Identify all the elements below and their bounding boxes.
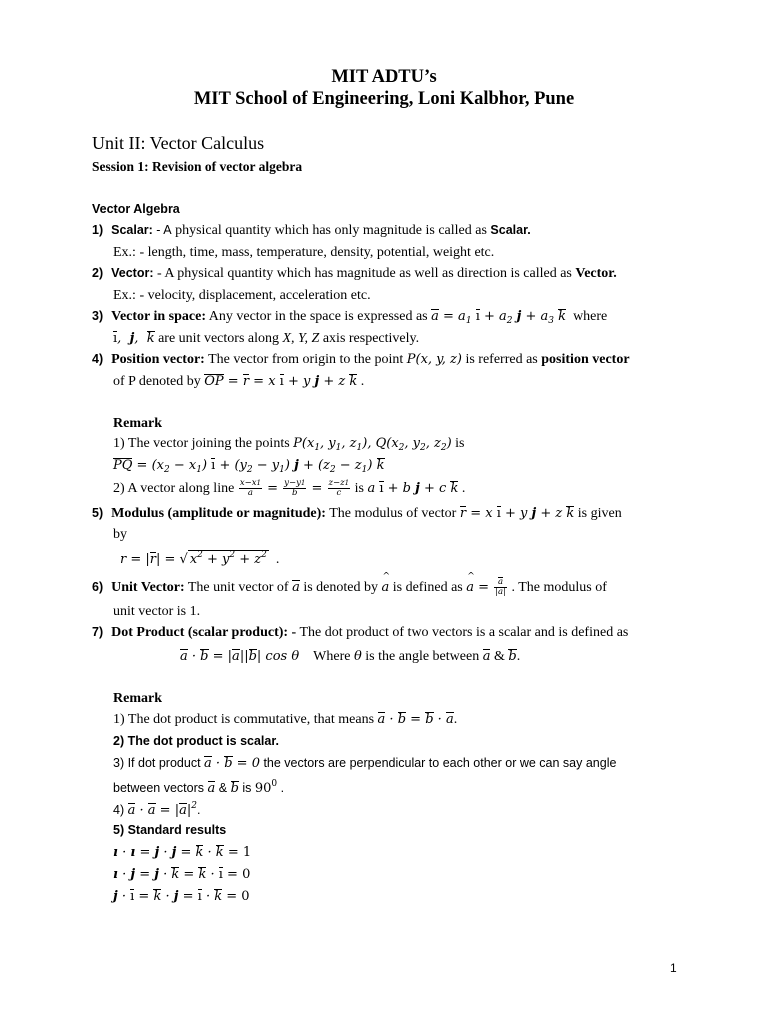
item-scalar: 1) Scalar: - A physical quantity which has only magnitude is called as Scalar. xyxy=(92,223,531,238)
school-title: MIT School of Engineering, Loni Kalbhor, Pune xyxy=(193,89,575,109)
standard-result-3: j · ı = k · j = ı · k = 0 xyxy=(113,889,250,904)
remark2-item5: 5) Standard results xyxy=(113,823,227,837)
unit-vectors-line: ı, j, k are unit vectors along X, Y, Z axis respectively. xyxy=(113,331,420,346)
session-title: Session 1: Revision of vector algebra xyxy=(92,159,303,174)
remark2-item3-cont: between vectors a & b is $90^0$ . xyxy=(113,779,285,796)
remark-heading-1: Remark xyxy=(113,416,162,431)
remark2-item4: 4) $a \cdot a = |a|^2$. xyxy=(113,801,201,818)
scalar-example: Ex.: - length, time, mass, temperature, density, potential, weight etc. xyxy=(113,245,495,260)
section-heading: Vector Algebra xyxy=(92,202,180,216)
remark-heading-2: Remark xyxy=(113,691,162,706)
institute-title: MIT ADTU’s xyxy=(331,67,437,87)
position-vector-line2: of P denoted by OP = r = x ı + y j + z k . xyxy=(113,374,365,389)
item-dot-product: 7) Dot Product (scalar product): - The dot product of two vectors is a scalar and is defined as xyxy=(92,625,629,640)
modulus-by: by xyxy=(113,527,127,542)
remark1-pq-formula: PQ = $(x_2 - x_1)$ ı + $(y_2 - y_1) j + (z_2 - z_1)$ k xyxy=(113,458,385,475)
unit-title: Unit II: Vector Calculus xyxy=(92,133,265,153)
item-modulus: 5) Modulus (amplitude or magnitude): The modulus of vector r = x ı + y j + z k is given xyxy=(92,506,622,521)
item-unit-vector: 6) Unit Vector: The unit vector of a is denoted by ^ a is defined as ^ a = $\frac{a}{|a|}$ . The modulus of xyxy=(92,578,607,597)
remark1-item1: 1) The vector joining the points $P(x_1$, $y_1$, $z_1$), $Q(x_2$, $y_2$, $z_2$) is xyxy=(113,436,465,453)
modulus-formula: r = |r| = √ $x^2 + y^2 + z^2$ . xyxy=(120,550,280,567)
standard-result-1: ı · ı = j · j = k · k = 1 xyxy=(113,845,252,860)
unit-vector-line2: unit vector is 1. xyxy=(113,604,201,619)
dot-product-formula: a · b = |a||b| cos θ Where θ is the angle between a & b. xyxy=(180,649,521,664)
remark2-item3: 3) If dot product a · b = 0 the vectors are perpendicular to each other or we can say angle xyxy=(113,756,617,771)
standard-result-2: ı · j = j · k = k · ı = 0 xyxy=(113,867,251,882)
item-position-vector: 4) Position vector: The vector from origin to the point P(x, y, z) is referred as position vector xyxy=(92,352,630,367)
page-number: 1 xyxy=(670,961,677,975)
remark1-item2: 2) A vector along line $\frac{x-x1}{a}$ = $\frac{y-y1}{b}$ = $\frac{z-z1}{c}$ is a ı + b j + c k . xyxy=(113,478,466,498)
item-vector-in-space: 3) Vector in space: Any vector in the space is expressed as $a = a_1$ ı + $a_2$ $j + a_3$ k where xyxy=(92,309,608,326)
vector-space-formula: $a = a_1$ ı + $a_2$ $j + a_3$ k xyxy=(431,309,567,326)
remark2-item2: 2) The dot product is scalar. xyxy=(113,734,280,748)
remark2-item1: 1) The dot product is commutative, that means a · b = b · a. xyxy=(113,712,458,727)
vector-example: Ex.: - velocity, displacement, acceleration etc. xyxy=(113,288,371,303)
item-vector: 2) Vector: - A physical quantity which has magnitude as well as direction is called as Vector. xyxy=(92,266,617,281)
